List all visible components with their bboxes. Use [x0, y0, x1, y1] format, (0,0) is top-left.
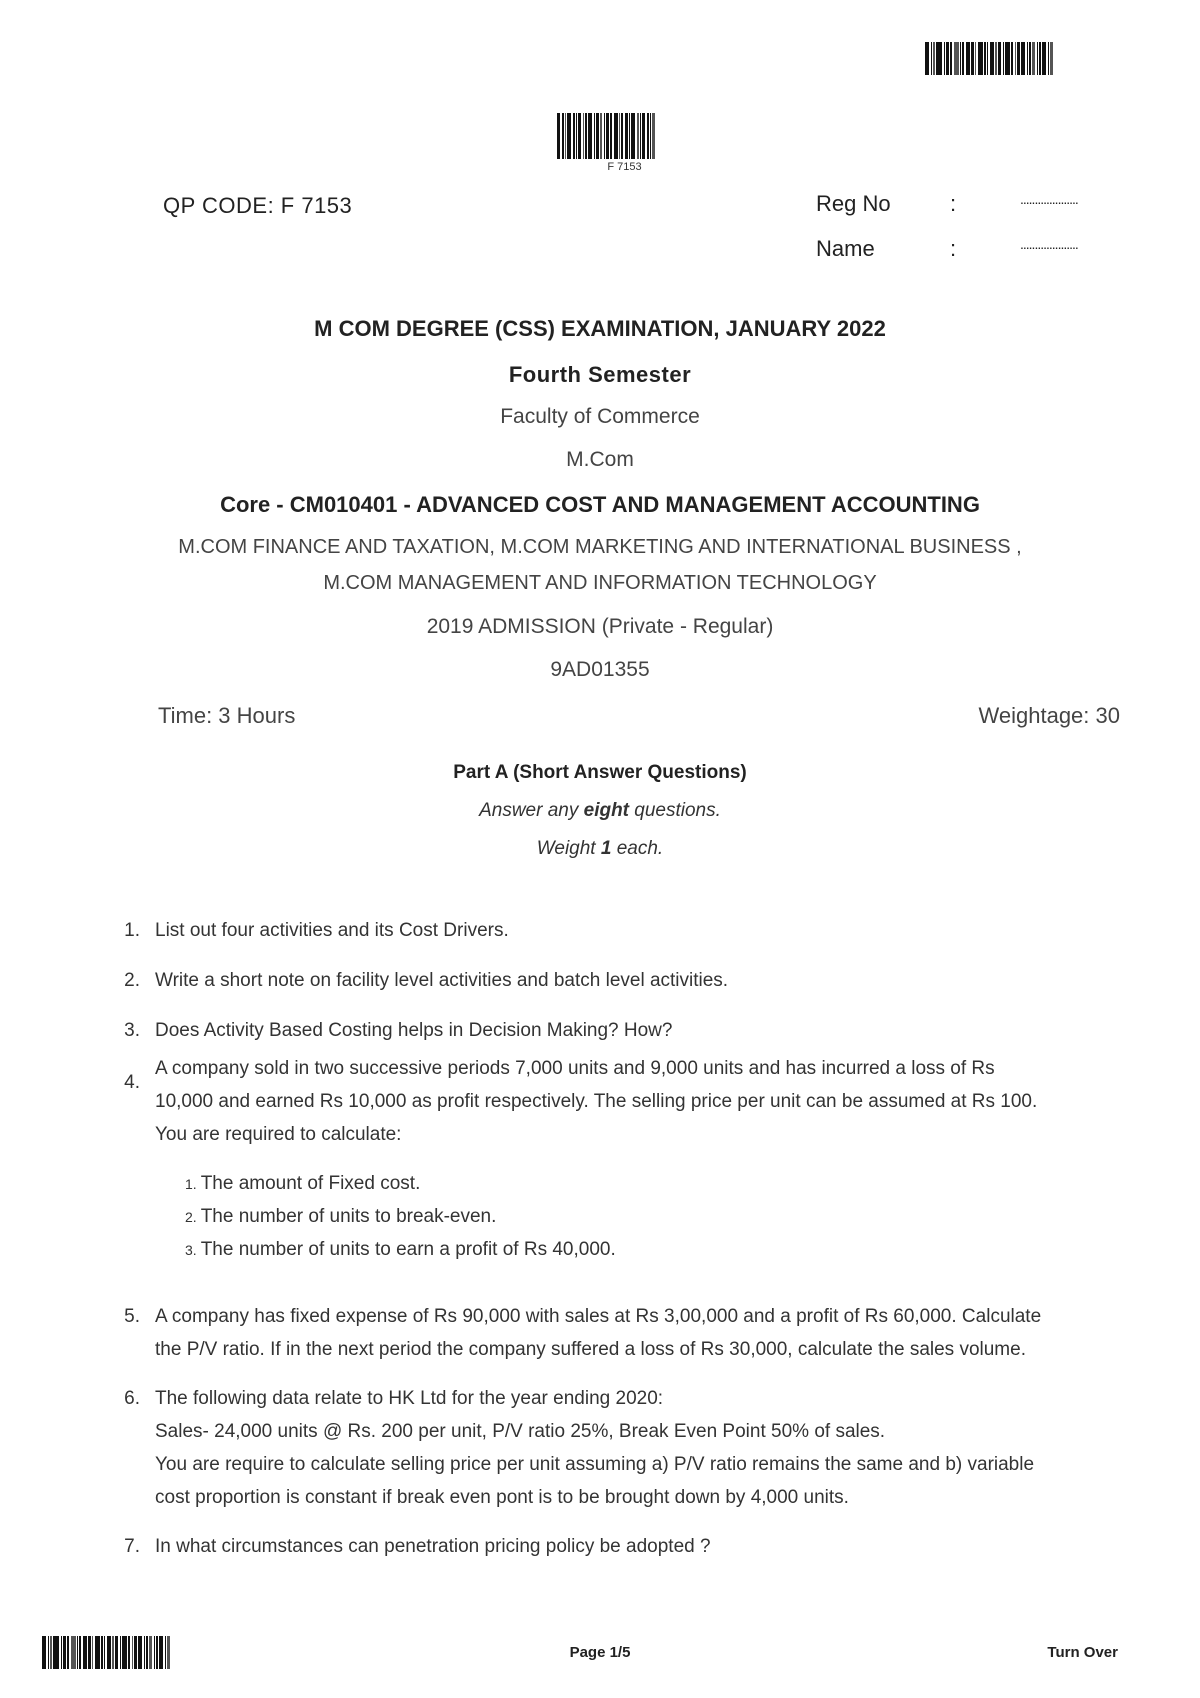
- name-field[interactable]: ....................: [1020, 236, 1078, 252]
- barcode-bar: [647, 113, 649, 159]
- question-4-line-1: A company sold in two successive periods 7,000 units and 9,000 units and has incurred a loss of Rs: [155, 1058, 995, 1079]
- barcode-bar: [588, 113, 592, 159]
- barcode-bar: [567, 113, 571, 159]
- question-4-line-3: You are required to calculate:: [155, 1124, 402, 1145]
- barcode-bar: [998, 42, 1001, 75]
- barcode-bar: [565, 113, 566, 159]
- barcode-bar: [1048, 42, 1049, 75]
- barcode-bar: [954, 42, 959, 75]
- barcode-bar: [573, 113, 575, 159]
- barcode-bar: [610, 113, 612, 159]
- barcode-bar: [931, 42, 932, 75]
- top-right-barcode: [925, 42, 1130, 75]
- barcode-bar: [960, 42, 961, 75]
- barcode-bar: [1005, 42, 1010, 75]
- barcode-bar: [1011, 42, 1013, 75]
- weight-bold: 1: [600, 838, 612, 859]
- name-colon: :: [950, 236, 957, 261]
- barcode-bar: [650, 113, 651, 159]
- barcode-bar: [984, 42, 986, 75]
- barcode-bar: [585, 113, 587, 159]
- barcode-bar: [933, 42, 935, 75]
- barcode-bar: [944, 42, 945, 75]
- qp-code: QP CODE: F 7153: [163, 193, 353, 218]
- barcode-bar: [629, 113, 630, 159]
- admission: 2019 ADMISSION (Private - Regular): [426, 615, 774, 638]
- barcode-bar: [978, 42, 983, 75]
- barcode-bar: [594, 113, 595, 159]
- question-4-sub-2: [185, 1206, 496, 1228]
- streams-line-1: M.COM FINANCE AND TAXATION, M.COM MARKETING AND INTERNATIONAL BUSINESS ,: [178, 536, 1022, 558]
- name-label: Name: [816, 236, 875, 261]
- question-6-line-4: cost proportion is constant if break even pont is to be brought down by 4,000 units.: [155, 1487, 849, 1508]
- barcode-bar: [1015, 42, 1016, 75]
- barcode-bar: [1017, 42, 1020, 75]
- question-1-number: 1.: [124, 920, 140, 941]
- sub-3-text: The number of units to earn a profit of Rs 40,000.: [200, 1239, 616, 1260]
- question-3-number: 3.: [124, 1020, 140, 1041]
- question-4-line-2: 10,000 and earned Rs 10,000 as profit respectively. The selling price per unit can be assumed at Rs 100.: [155, 1091, 1038, 1112]
- reg-no-field[interactable]: ....................: [1020, 191, 1078, 207]
- barcode-bar: [987, 42, 988, 75]
- streams-line-2: M.COM MANAGEMENT AND INFORMATION TECHNOLOGY: [323, 572, 877, 594]
- question-5-line-1: A company has fixed expense of Rs 90,000 with sales at Rs 3,00,000 and a profit of Rs 60,000. Calculate: [155, 1306, 1042, 1327]
- question-6-number: 6.: [124, 1388, 140, 1409]
- barcode-bar: [1039, 42, 1041, 75]
- barcode-bar: [990, 42, 994, 75]
- barcode-bar: [1050, 42, 1053, 75]
- barcode-bar: [642, 113, 645, 159]
- question-4-sub-1: [185, 1173, 420, 1195]
- turn-over: Turn Over: [1047, 1644, 1118, 1661]
- sub-3-number: 3.: [185, 1242, 197, 1258]
- barcode-caption: F 7153: [607, 161, 642, 173]
- part-a-heading: Part A (Short Answer Questions): [453, 762, 747, 783]
- semester: Fourth Semester: [508, 362, 692, 387]
- barcode-bar: [596, 113, 599, 159]
- exam-title: M COM DEGREE (CSS) EXAMINATION, JANUARY 2022: [314, 316, 886, 341]
- barcode-bar: [562, 113, 564, 159]
- barcode-bar: [925, 42, 929, 75]
- sub-2-number: 2.: [185, 1209, 197, 1225]
- instruction-pre: Answer any: [479, 800, 584, 821]
- question-4-sub-3: [185, 1239, 616, 1261]
- barcode-bar: [640, 113, 641, 159]
- barcode-bar: [1021, 42, 1025, 75]
- barcode-bar: [1032, 42, 1035, 75]
- question-7-number: 7.: [124, 1536, 140, 1557]
- question-2-number: 2.: [124, 970, 140, 991]
- barcode-bar: [975, 42, 976, 75]
- barcode-bar: [631, 113, 635, 159]
- weight-post: each.: [611, 838, 664, 859]
- barcode-bar: [1037, 42, 1038, 75]
- question-5-number: 5.: [124, 1306, 140, 1327]
- reg-no-colon: :: [950, 191, 957, 216]
- page-number: Page 1/5: [569, 1644, 631, 1661]
- weightage: Weightage: 30: [978, 703, 1120, 728]
- barcode-bar: [971, 42, 974, 75]
- question-6-line-1: The following data relate to HK Ltd for the year ending 2020:: [155, 1388, 664, 1409]
- barcode-bar: [936, 42, 942, 75]
- barcode-bar: [637, 113, 639, 159]
- sub-1-text: The amount of Fixed cost.: [200, 1173, 421, 1194]
- instruction-bold: eight: [583, 800, 630, 821]
- barcode-bar: [1042, 42, 1046, 75]
- barcode-bar: [652, 113, 655, 159]
- question-3-text: Does Activity Based Costing helps in Decision Making? How?: [155, 1020, 673, 1041]
- question-5-line-2: the P/V ratio. If in the next period the company suffered a loss of Rs 30,000, calculate the sales volume.: [155, 1339, 1026, 1360]
- weight-pre: Weight: [536, 838, 601, 859]
- barcode-bar: [576, 113, 577, 159]
- barcode-bar: [578, 113, 581, 159]
- paper-code: 9AD01355: [550, 658, 650, 681]
- barcode-bar: [614, 113, 618, 159]
- sub-2-text: The number of units to break-even.: [200, 1206, 497, 1227]
- question-6-line-3: You are require to calculate selling price per unit assuming a) P/V ratio remains the same and b) variable: [155, 1454, 1035, 1475]
- sub-1-number: 1.: [185, 1176, 197, 1192]
- barcode-bar: [621, 113, 623, 159]
- barcode-bar: [604, 113, 605, 159]
- question-1-text: List out four activities and its Cost Drivers.: [155, 920, 509, 941]
- center-barcode: [557, 113, 692, 159]
- barcode-bar: [600, 113, 602, 159]
- question-4-number: 4.: [124, 1072, 140, 1093]
- question-2-text: Write a short note on facility level activities and batch level activities.: [155, 970, 729, 991]
- barcode-bar: [1003, 42, 1004, 75]
- barcode-bar: [606, 113, 609, 159]
- barcode-bar: [1029, 42, 1031, 75]
- part-a-weight: [0, 838, 1200, 860]
- barcode-bar: [950, 42, 952, 75]
- question-7-text: In what circumstances can penetration pricing policy be adopted ?: [155, 1536, 711, 1557]
- time: Time: 3 Hours: [158, 703, 296, 728]
- course-title: Core - CM010401 - ADVANCED COST AND MANAGEMENT ACCOUNTING: [220, 492, 980, 517]
- barcode-bar: [557, 113, 560, 159]
- faculty: Faculty of Commerce: [500, 405, 700, 428]
- barcode-bar: [962, 42, 964, 75]
- question-6-line-2: Sales- 24,000 units @ Rs. 200 per unit, P/V ratio 25%, Break Even Point 50% of sales.: [155, 1421, 886, 1442]
- barcode-bar: [966, 42, 970, 75]
- part-a-instruction: [0, 800, 1200, 822]
- barcode-bar: [946, 42, 949, 75]
- reg-no-label: Reg No: [816, 191, 891, 216]
- barcode-bar: [995, 42, 997, 75]
- barcode-bar: [619, 113, 620, 159]
- barcode-bar: [625, 113, 628, 159]
- program: M.Com: [566, 448, 634, 471]
- barcode-bar: [1027, 42, 1028, 75]
- instruction-post: questions.: [629, 800, 721, 821]
- barcode-bar: [583, 113, 584, 159]
